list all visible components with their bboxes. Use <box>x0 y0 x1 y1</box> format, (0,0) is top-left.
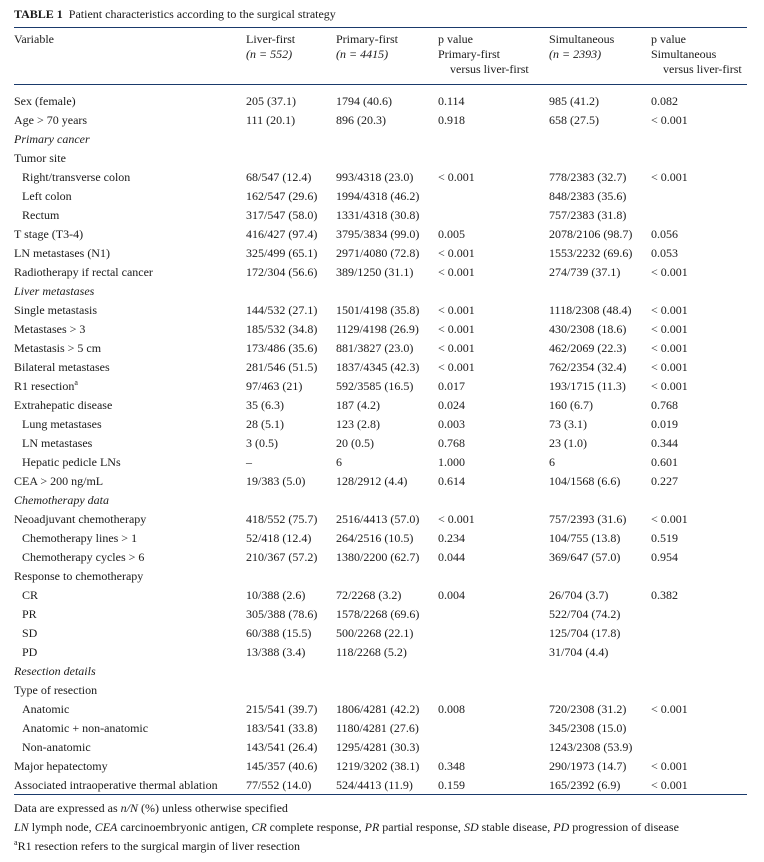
cell-primary-first: 993/4318 (23.0) <box>336 170 414 184</box>
cell-primary-first: 1180/4281 (27.6) <box>336 721 419 735</box>
cell-liver-first: 52/418 (12.4) <box>246 531 312 545</box>
table-row <box>0 435 764 454</box>
cell-simultaneous: 757/2383 (31.8) <box>549 208 627 222</box>
row-label: PR <box>22 607 37 621</box>
cell-simultaneous: 1118/2308 (48.4) <box>549 303 632 317</box>
table-row <box>0 606 764 625</box>
table-row <box>0 625 764 644</box>
cell-simultaneous: 345/2308 (15.0) <box>549 721 627 735</box>
row-label: Age > 70 years <box>14 113 88 127</box>
cell-simultaneous: 762/2354 (32.4) <box>549 360 627 374</box>
cell-primary-first: 3795/3834 (99.0) <box>336 227 420 241</box>
cell-liver-first: 205 (37.1) <box>246 94 296 108</box>
cell-liver-first: 60/388 (15.5) <box>246 626 312 640</box>
table-row <box>0 701 764 720</box>
cell-simultaneous: 125/704 (17.8) <box>549 626 621 640</box>
cell-p-value-primary: 1.000 <box>438 455 465 469</box>
cell-primary-first: 1794 (40.6) <box>336 94 392 108</box>
section-heading: Resection details <box>14 664 96 678</box>
table-row <box>0 340 764 359</box>
cell-primary-first: 1994/4318 (46.2) <box>336 189 420 203</box>
cell-primary-first: 1295/4281 (30.3) <box>336 740 420 754</box>
cell-liver-first: 145/357 (40.6) <box>246 759 318 773</box>
table-row <box>0 473 764 492</box>
abbreviation: CR <box>251 820 267 834</box>
footnote-r1: $^a$R1 resection refers to the surgical margin of liver resection <box>14 838 301 853</box>
row-label: CEA > 200 ng/mL <box>14 474 104 488</box>
cell-p-value-simultaneous: < 0.001 <box>651 322 688 336</box>
cell-primary-first: 500/2268 (22.1) <box>336 626 414 640</box>
cell-p-value-simultaneous: 0.601 <box>651 455 678 469</box>
table-label: TABLE 1 <box>14 7 63 21</box>
cell-liver-first: 3 (0.5) <box>246 436 278 450</box>
cell-p-value-primary: 0.348 <box>438 759 465 773</box>
table-header <box>0 32 764 82</box>
cell-simultaneous: 73 (3.1) <box>549 417 587 431</box>
row-label <box>14 378 78 394</box>
cell-liver-first: 35 (6.3) <box>246 398 284 412</box>
cell-p-value-primary: < 0.001 <box>438 512 475 526</box>
cell-p-value-primary: 0.005 <box>438 227 465 241</box>
cell-simultaneous: 369/647 (57.0) <box>549 550 621 564</box>
header-p-value-simultaneous: p value Simultaneous versus liver-first <box>651 32 742 76</box>
table-row <box>0 682 764 701</box>
table-row <box>0 302 764 321</box>
table-row <box>0 758 764 777</box>
table-row <box>0 739 764 758</box>
cell-p-value-primary: < 0.001 <box>438 322 475 336</box>
cell-p-value-simultaneous: < 0.001 <box>651 759 688 773</box>
section-row <box>0 663 764 682</box>
cell-p-value-primary: 0.024 <box>438 398 465 412</box>
row-label: Left colon <box>22 189 72 203</box>
cell-primary-first: 2971/4080 (72.8) <box>336 246 420 260</box>
cell-liver-first: 210/367 (57.2) <box>246 550 318 564</box>
table-row <box>0 549 764 568</box>
cell-liver-first: 183/541 (33.8) <box>246 721 318 735</box>
cell-primary-first: 123 (2.8) <box>336 417 380 431</box>
table-row <box>0 454 764 473</box>
table-row <box>0 169 764 188</box>
footnote-data-note: Data are expressed as n/N (%) unless otherwise specified <box>14 801 288 815</box>
table-title: Patient characteristics according to the surgical strategy <box>68 7 336 21</box>
cell-primary-first: 1331/4318 (30.8) <box>336 208 420 222</box>
cell-p-value-simultaneous: < 0.001 <box>651 170 688 184</box>
table-row <box>0 150 764 169</box>
cell-liver-first: – <box>246 455 252 469</box>
cell-p-value-primary: < 0.001 <box>438 303 475 317</box>
section-heading: Liver metastases <box>14 284 95 298</box>
cell-primary-first: 128/2912 (4.4) <box>336 474 408 488</box>
header-liver-first: Liver-first (n = 552) <box>246 32 296 61</box>
abbreviation: SD <box>463 820 479 834</box>
cell-simultaneous: 2078/2106 (98.7) <box>549 227 633 241</box>
abbreviation: PD <box>553 820 570 834</box>
cell-primary-first: 118/2268 (5.2) <box>336 645 407 659</box>
cell-p-value-simultaneous: 0.053 <box>651 246 678 260</box>
cell-simultaneous: 6 <box>549 455 555 469</box>
cell-p-value-simultaneous: 0.382 <box>651 588 678 602</box>
cell-p-value-simultaneous: 0.344 <box>651 436 678 450</box>
cell-primary-first: 1501/4198 (35.8) <box>336 303 420 317</box>
cell-p-value-simultaneous: < 0.001 <box>651 512 688 526</box>
header-rule <box>14 84 747 85</box>
header-variable: Variable <box>14 32 54 46</box>
header-p-value-primary: p value Primary-first versus liver-first <box>438 32 529 76</box>
row-label: Sex (female) <box>14 94 76 108</box>
table-row <box>0 587 764 606</box>
cell-primary-first: 187 (4.2) <box>336 398 380 412</box>
section-row <box>0 492 764 511</box>
row-label: Major hepatectomy <box>14 759 108 773</box>
row-label: PD <box>22 645 38 659</box>
cell-p-value-simultaneous: 0.056 <box>651 227 678 241</box>
bottom-rule <box>14 794 747 795</box>
cell-simultaneous: 848/2383 (35.6) <box>549 189 627 203</box>
cell-simultaneous: 193/1715 (11.3) <box>549 379 626 393</box>
row-label: Anatomic + non-anatomic <box>22 721 149 735</box>
cell-p-value-primary: 0.114 <box>438 94 465 108</box>
table-row <box>0 321 764 340</box>
section-row <box>0 283 764 302</box>
cell-p-value-primary: 0.017 <box>438 379 465 393</box>
header-primary-first: Primary-first (n = 4415) <box>336 32 398 61</box>
table-row <box>0 416 764 435</box>
row-label: CR <box>22 588 39 602</box>
row-label: Neoadjuvant chemotherapy <box>14 512 147 526</box>
cell-liver-first: 317/547 (58.0) <box>246 208 318 222</box>
cell-p-value-primary: 0.044 <box>438 550 465 564</box>
row-label: Bilateral metastases <box>14 360 110 374</box>
cell-p-value-primary: < 0.001 <box>438 360 475 374</box>
cell-primary-first: 1578/2268 (69.6) <box>336 607 420 621</box>
cell-p-value-simultaneous: < 0.001 <box>651 360 688 374</box>
abbreviation: PR <box>364 820 380 834</box>
cell-p-value-simultaneous: < 0.001 <box>651 778 688 792</box>
cell-p-value-simultaneous: 0.954 <box>651 550 678 564</box>
cell-liver-first: 162/547 (29.6) <box>246 189 318 203</box>
cell-liver-first: 416/427 (97.4) <box>246 227 318 241</box>
cell-p-value-primary: 0.004 <box>438 588 465 602</box>
cell-p-value-primary: < 0.001 <box>438 265 475 279</box>
table-row <box>0 644 764 663</box>
cell-simultaneous: 274/739 (37.1) <box>549 265 621 279</box>
cell-p-value-simultaneous: < 0.001 <box>651 113 688 127</box>
cell-primary-first: 1806/4281 (42.2) <box>336 702 420 716</box>
cell-p-value-simultaneous: 0.519 <box>651 531 678 545</box>
cell-primary-first: 72/2268 (3.2) <box>336 588 402 602</box>
section-heading: Chemotherapy data <box>14 493 109 507</box>
table-row <box>0 245 764 264</box>
row-label: Chemotherapy cycles > 6 <box>22 550 145 564</box>
cell-simultaneous: 985 (41.2) <box>549 94 599 108</box>
cell-primary-first: 1219/3202 (38.1) <box>336 759 420 773</box>
row-label: Hepatic pedicle LNs <box>22 455 121 469</box>
cell-p-value-primary: 0.159 <box>438 778 465 792</box>
table-row <box>0 720 764 739</box>
row-label: Metastases > 3 <box>14 322 86 336</box>
row-label: Lung metastases <box>22 417 102 431</box>
cell-primary-first: 592/3585 (16.5) <box>336 379 414 393</box>
abbreviation-definition: stable disease, <box>478 820 554 834</box>
cell-simultaneous: 165/2392 (6.9) <box>549 778 621 792</box>
cell-p-value-primary: 0.614 <box>438 474 465 488</box>
table-row <box>0 207 764 226</box>
cell-p-value-simultaneous: < 0.001 <box>651 265 688 279</box>
cell-simultaneous: 31/704 (4.4) <box>549 645 609 659</box>
cell-p-value-simultaneous: 0.768 <box>651 398 678 412</box>
footnotes <box>14 799 754 856</box>
abbreviation: CEA <box>94 820 118 834</box>
header-simultaneous: Simultaneous (n = 2393) <box>549 32 615 61</box>
abbreviation-definition: progression of disease <box>569 820 679 834</box>
cell-liver-first: 173/486 (35.6) <box>246 341 318 355</box>
row-label: LN metastases <box>22 436 93 450</box>
cell-liver-first: 172/304 (56.6) <box>246 265 318 279</box>
row-label: Type of resection <box>14 683 98 697</box>
cell-p-value-primary: 0.918 <box>438 113 465 127</box>
cell-primary-first: 1837/4345 (42.3) <box>336 360 420 374</box>
cell-primary-first: 881/3827 (23.0) <box>336 341 414 355</box>
cell-simultaneous: 462/2069 (22.3) <box>549 341 627 355</box>
row-label: Rectum <box>22 208 60 222</box>
row-label: Anatomic <box>22 702 70 716</box>
cell-simultaneous: 290/1973 (14.7) <box>549 759 627 773</box>
cell-p-value-primary: < 0.001 <box>438 170 475 184</box>
cell-p-value-simultaneous: < 0.001 <box>651 341 688 355</box>
section-heading: Primary cancer <box>14 132 90 146</box>
cell-liver-first: 144/532 (27.1) <box>246 303 318 317</box>
row-label: T stage (T3-4) <box>14 227 84 241</box>
cell-liver-first: 143/541 (26.4) <box>246 740 318 754</box>
cell-primary-first: 524/4413 (11.9) <box>336 778 413 792</box>
row-label: Extrahepatic disease <box>14 398 113 412</box>
cell-p-value-primary: 0.768 <box>438 436 465 450</box>
row-label: LN metastases (N1) <box>14 246 110 260</box>
cell-p-value-primary: < 0.001 <box>438 246 475 260</box>
cell-liver-first: 418/552 (75.7) <box>246 512 318 526</box>
cell-liver-first: 77/552 (14.0) <box>246 778 312 792</box>
cell-p-value-simultaneous: < 0.001 <box>651 303 688 317</box>
cell-simultaneous: 778/2383 (32.7) <box>549 170 627 184</box>
cell-liver-first: 215/541 (39.7) <box>246 702 318 716</box>
cell-primary-first: 2516/4413 (57.0) <box>336 512 420 526</box>
table-row <box>0 93 764 112</box>
cell-p-value-simultaneous: < 0.001 <box>651 379 688 393</box>
cell-primary-first: 1129/4198 (26.9) <box>336 322 419 336</box>
top-rule <box>14 27 747 28</box>
table-row <box>0 530 764 549</box>
cell-liver-first: 13/388 (3.4) <box>246 645 306 659</box>
cell-primary-first: 6 <box>336 455 342 469</box>
table-row <box>0 264 764 283</box>
row-label: Chemotherapy lines > 1 <box>22 531 138 545</box>
row-label: Tumor site <box>14 151 66 165</box>
cell-liver-first: 28 (5.1) <box>246 417 284 431</box>
row-label: Metastasis > 5 cm <box>14 341 102 355</box>
cell-p-value-simultaneous: 0.082 <box>651 94 678 108</box>
cell-p-value-simultaneous: 0.227 <box>651 474 678 488</box>
cell-simultaneous: 23 (1.0) <box>549 436 587 450</box>
cell-simultaneous: 160 (6.7) <box>549 398 593 412</box>
row-label: Associated intraoperative thermal ablation <box>14 778 218 792</box>
row-label: Radiotherapy if rectal cancer <box>14 265 153 279</box>
cell-primary-first: 1380/2200 (62.7) <box>336 550 420 564</box>
cell-p-value-simultaneous: < 0.001 <box>651 702 688 716</box>
table-body <box>0 93 764 796</box>
footnote-abbreviations <box>14 818 754 837</box>
cell-simultaneous: 658 (27.5) <box>549 113 599 127</box>
row-label: Single metastasis <box>14 303 97 317</box>
row-label: SD <box>22 626 38 640</box>
cell-simultaneous: 720/2308 (31.2) <box>549 702 627 716</box>
cell-liver-first: 325/499 (65.1) <box>246 246 318 260</box>
row-label-text: R1 resection <box>14 379 75 393</box>
cell-liver-first: 111 (20.1) <box>246 113 296 127</box>
row-label: Non-anatomic <box>22 740 91 754</box>
table-row <box>0 397 764 416</box>
cell-p-value-primary: 0.234 <box>438 531 465 545</box>
cell-primary-first: 20 (0.5) <box>336 436 374 450</box>
cell-liver-first: 10/388 (2.6) <box>246 588 306 602</box>
cell-primary-first: 896 (20.3) <box>336 113 386 127</box>
table-row <box>0 359 764 378</box>
table-row <box>0 112 764 131</box>
cell-simultaneous: 104/1568 (6.6) <box>549 474 621 488</box>
table-row <box>0 188 764 207</box>
cell-p-value-primary: < 0.001 <box>438 341 475 355</box>
cell-p-value-primary: 0.008 <box>438 702 465 716</box>
cell-primary-first: 389/1250 (31.1) <box>336 265 414 279</box>
cell-simultaneous: 430/2308 (18.6) <box>549 322 627 336</box>
cell-liver-first: 19/383 (5.0) <box>246 474 306 488</box>
table-caption <box>14 7 336 22</box>
table-row <box>0 568 764 587</box>
abbreviation-definition: lymph node, <box>28 820 95 834</box>
cell-simultaneous: 1243/2308 (53.9) <box>549 740 633 754</box>
section-row <box>0 131 764 150</box>
table-row <box>0 378 764 397</box>
cell-simultaneous: 1553/2232 (69.6) <box>549 246 633 260</box>
abbreviation-definition: carcinoembryonic antigen, <box>117 820 252 834</box>
cell-liver-first: 185/532 (34.8) <box>246 322 318 336</box>
cell-simultaneous: 757/2393 (31.6) <box>549 512 627 526</box>
cell-liver-first: 68/547 (12.4) <box>246 170 312 184</box>
row-label: Right/transverse colon <box>22 170 131 184</box>
abbreviation-definition: partial response, <box>379 820 464 834</box>
cell-p-value-primary: 0.003 <box>438 417 465 431</box>
footnote-marker: a <box>74 378 78 387</box>
abbreviation: LN <box>14 820 29 834</box>
cell-simultaneous: 522/704 (74.2) <box>549 607 621 621</box>
cell-liver-first: 281/546 (51.5) <box>246 360 318 374</box>
cell-primary-first: 264/2516 (10.5) <box>336 531 414 545</box>
cell-liver-first: 97/463 (21) <box>246 379 303 393</box>
table-row <box>0 511 764 530</box>
cell-simultaneous: 26/704 (3.7) <box>549 588 609 602</box>
cell-simultaneous: 104/755 (13.8) <box>549 531 621 545</box>
table-row <box>0 226 764 245</box>
abbreviation-definition: complete response, <box>266 820 365 834</box>
cell-liver-first: 305/388 (78.6) <box>246 607 318 621</box>
row-label: Response to chemotherapy <box>14 569 144 583</box>
cell-p-value-simultaneous: 0.019 <box>651 417 678 431</box>
